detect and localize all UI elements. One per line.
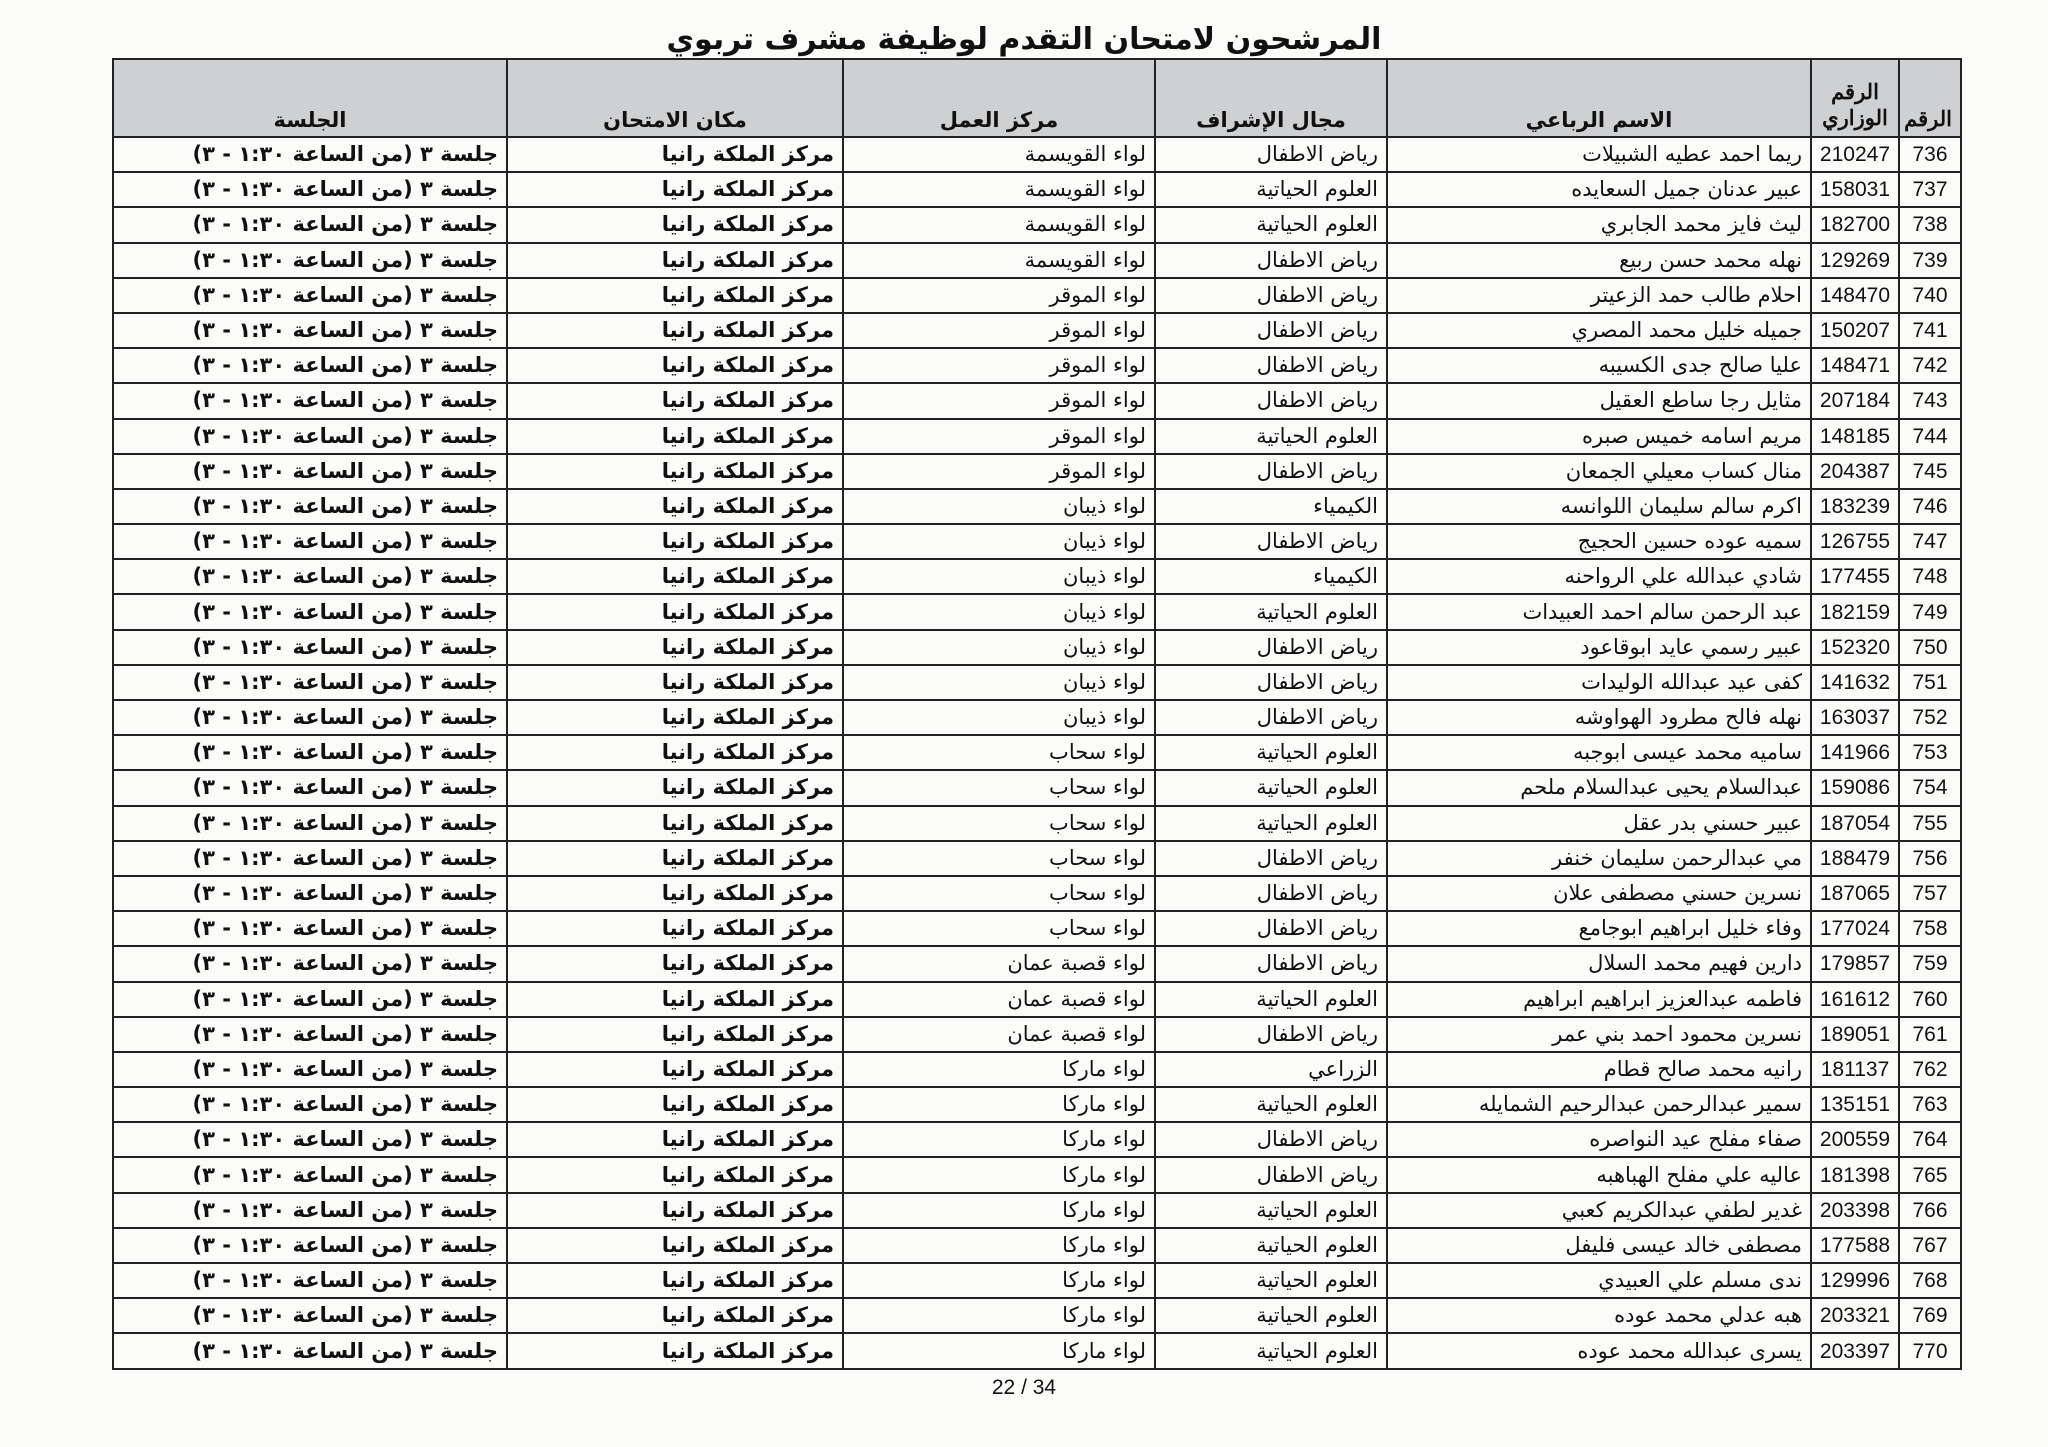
row-index: 754 [1899,770,1961,805]
row-full-name: مصطفى خالد عيسى فليفل [1387,1228,1811,1263]
row-session: جلسة ٣ (من الساعة ١:٣٠ - ٣) [113,1157,507,1192]
row-work-center: لواء ماركا [843,1193,1155,1228]
row-ministerial-id: 141966 [1811,735,1899,770]
row-index: 757 [1899,876,1961,911]
table-header-row [113,59,1961,137]
row-session: جلسة ٣ (من الساعة ١:٣٠ - ٣) [113,770,507,805]
row-ministerial-id: 148185 [1811,419,1899,454]
row-full-name: ندى مسلم علي العبيدي [1387,1263,1811,1298]
row-ministerial-id: 200559 [1811,1122,1899,1157]
row-index: 748 [1899,559,1961,594]
row-session: جلسة ٣ (من الساعة ١:٣٠ - ٣) [113,524,507,559]
row-full-name: عبد الرحمن سالم احمد العبيدات [1387,594,1811,629]
row-work-center: لواء ماركا [843,1157,1155,1192]
row-session: جلسة ٣ (من الساعة ١:٣٠ - ٣) [113,594,507,629]
row-full-name: وفاء خليل ابراهيم ابوجامع [1387,911,1811,946]
row-work-center: لواء ذيبان [843,700,1155,735]
row-full-name: سميه عوده حسين الحجيج [1387,524,1811,559]
row-ministerial-id: 177024 [1811,911,1899,946]
row-full-name: يسرى عبدالله محمد عوده [1387,1333,1811,1369]
row-session: جلسة ٣ (من الساعة ١:٣٠ - ٣) [113,1263,507,1298]
table-row [113,1193,1961,1228]
row-work-center: لواء الموقر [843,419,1155,454]
row-index: 751 [1899,665,1961,700]
row-ministerial-id: 188479 [1811,841,1899,876]
row-session: جلسة ٣ (من الساعة ١:٣٠ - ٣) [113,1193,507,1228]
row-supervision-field: رياض الاطفال [1155,876,1387,911]
row-supervision-field: رياض الاطفال [1155,524,1387,559]
row-work-center: لواء ذيبان [843,665,1155,700]
row-index: 744 [1899,419,1961,454]
row-supervision-field: العلوم الحياتية [1155,172,1387,207]
row-supervision-field: رياض الاطفال [1155,243,1387,278]
row-exam-place: مركز الملكة رانيا [507,1228,843,1263]
row-session: جلسة ٣ (من الساعة ١:٣٠ - ٣) [113,876,507,911]
row-index: 737 [1899,172,1961,207]
row-exam-place: مركز الملكة رانيا [507,911,843,946]
row-index: 747 [1899,524,1961,559]
row-full-name: مي عبدالرحمن سليمان خنفر [1387,841,1811,876]
row-ministerial-id: 210247 [1811,137,1899,172]
row-ministerial-id: 161612 [1811,982,1899,1017]
row-supervision-field: رياض الاطفال [1155,665,1387,700]
row-ministerial-id: 148470 [1811,278,1899,313]
row-session: جلسة ٣ (من الساعة ١:٣٠ - ٣) [113,454,507,489]
row-supervision-field: رياض الاطفال [1155,700,1387,735]
row-exam-place: مركز الملكة رانيا [507,946,843,981]
row-session: جلسة ٣ (من الساعة ١:٣٠ - ٣) [113,207,507,242]
row-full-name: ساميه محمد عيسى ابوجبه [1387,735,1811,770]
row-exam-place: مركز الملكة رانيا [507,207,843,242]
row-supervision-field: رياض الاطفال [1155,383,1387,418]
table-row [113,1052,1961,1087]
row-session: جلسة ٣ (من الساعة ١:٣٠ - ٣) [113,1228,507,1263]
row-exam-place: مركز الملكة رانيا [507,630,843,665]
row-work-center: لواء قصبة عمان [843,1017,1155,1052]
row-supervision-field: رياض الاطفال [1155,278,1387,313]
table-row [113,172,1961,207]
row-work-center: لواء القويسمة [843,243,1155,278]
row-supervision-field: العلوم الحياتية [1155,419,1387,454]
row-ministerial-id: 203398 [1811,1193,1899,1228]
row-supervision-field: رياض الاطفال [1155,911,1387,946]
table-row [113,876,1961,911]
row-exam-place: مركز الملكة رانيا [507,524,843,559]
row-supervision-field: رياض الاطفال [1155,1157,1387,1192]
row-exam-place: مركز الملكة رانيا [507,559,843,594]
row-work-center: لواء ذيبان [843,630,1155,665]
row-session: جلسة ٣ (من الساعة ١:٣٠ - ٣) [113,946,507,981]
row-ministerial-id: 159086 [1811,770,1899,805]
row-supervision-field: رياض الاطفال [1155,137,1387,172]
row-index: 770 [1899,1333,1961,1369]
row-work-center: لواء سحاب [843,735,1155,770]
table-row [113,1157,1961,1192]
row-work-center: لواء ذيبان [843,489,1155,524]
row-exam-place: مركز الملكة رانيا [507,1122,843,1157]
row-ministerial-id: 182700 [1811,207,1899,242]
row-work-center: لواء الموقر [843,348,1155,383]
row-exam-place: مركز الملكة رانيا [507,278,843,313]
row-index: 765 [1899,1157,1961,1192]
row-session: جلسة ٣ (من الساعة ١:٣٠ - ٣) [113,348,507,383]
row-index: 768 [1899,1263,1961,1298]
table-row [113,419,1961,454]
row-ministerial-id: 183239 [1811,489,1899,524]
row-full-name: فاطمه عبدالعزيز ابراهيم ابراهيم [1387,982,1811,1017]
header-ministerial-id: الرقم الوزاري [1811,59,1899,137]
row-supervision-field: رياض الاطفال [1155,946,1387,981]
row-full-name: عبير عدنان جميل السعايده [1387,172,1811,207]
row-index: 755 [1899,806,1961,841]
row-session: جلسة ٣ (من الساعة ١:٣٠ - ٣) [113,313,507,348]
row-exam-place: مركز الملكة رانيا [507,770,843,805]
row-ministerial-id: 141632 [1811,665,1899,700]
table-row [113,489,1961,524]
row-index: 743 [1899,383,1961,418]
row-work-center: لواء الموقر [843,278,1155,313]
row-supervision-field: العلوم الحياتية [1155,735,1387,770]
row-work-center: لواء قصبة عمان [843,982,1155,1017]
row-index: 760 [1899,982,1961,1017]
row-supervision-field: العلوم الحياتية [1155,1087,1387,1122]
row-supervision-field: العلوم الحياتية [1155,1228,1387,1263]
table-row [113,1333,1961,1369]
header-work-center: مركز العمل [843,59,1155,137]
row-session: جلسة ٣ (من الساعة ١:٣٠ - ٣) [113,489,507,524]
row-work-center: لواء ذيبان [843,559,1155,594]
header-index: الرقم [1899,59,1961,137]
table-row [113,770,1961,805]
row-exam-place: مركز الملكة رانيا [507,841,843,876]
table-row [113,700,1961,735]
row-session: جلسة ٣ (من الساعة ١:٣٠ - ٣) [113,700,507,735]
row-full-name: نهله محمد حسن ربيع [1387,243,1811,278]
row-session: جلسة ٣ (من الساعة ١:٣٠ - ٣) [113,137,507,172]
row-ministerial-id: 187054 [1811,806,1899,841]
row-ministerial-id: 126755 [1811,524,1899,559]
row-exam-place: مركز الملكة رانيا [507,243,843,278]
row-session: جلسة ٣ (من الساعة ١:٣٠ - ٣) [113,665,507,700]
row-supervision-field: العلوم الحياتية [1155,1263,1387,1298]
candidates-table [112,58,1962,1370]
row-supervision-field: الزراعي [1155,1052,1387,1087]
row-exam-place: مركز الملكة رانيا [507,419,843,454]
row-supervision-field: رياض الاطفال [1155,348,1387,383]
row-work-center: لواء ماركا [843,1087,1155,1122]
row-full-name: عليا صالح جدى الكسيبه [1387,348,1811,383]
table-row [113,982,1961,1017]
row-supervision-field: العلوم الحياتية [1155,594,1387,629]
row-ministerial-id: 129269 [1811,243,1899,278]
row-exam-place: مركز الملكة رانيا [507,1263,843,1298]
row-session: جلسة ٣ (من الساعة ١:٣٠ - ٣) [113,911,507,946]
table-row [113,630,1961,665]
row-full-name: غدير لطفي عبدالكريم كعبي [1387,1193,1811,1228]
row-exam-place: مركز الملكة رانيا [507,1298,843,1333]
row-full-name: احلام طالب حمد الزعيتر [1387,278,1811,313]
row-session: جلسة ٣ (من الساعة ١:٣٠ - ٣) [113,630,507,665]
row-supervision-field: العلوم الحياتية [1155,770,1387,805]
row-index: 742 [1899,348,1961,383]
row-full-name: مريم اسامه خميس صبره [1387,419,1811,454]
row-supervision-field: العلوم الحياتية [1155,1193,1387,1228]
row-exam-place: مركز الملكة رانيا [507,594,843,629]
row-supervision-field: رياض الاطفال [1155,1122,1387,1157]
row-work-center: لواء القويسمة [843,172,1155,207]
row-full-name: عبدالسلام يحيى عبدالسلام ملحم [1387,770,1811,805]
row-index: 745 [1899,454,1961,489]
table-row [113,454,1961,489]
row-work-center: لواء ماركا [843,1052,1155,1087]
row-ministerial-id: 181398 [1811,1157,1899,1192]
row-work-center: لواء ماركا [843,1298,1155,1333]
row-work-center: لواء ذيبان [843,524,1155,559]
row-supervision-field: العلوم الحياتية [1155,1298,1387,1333]
row-supervision-field: العلوم الحياتية [1155,207,1387,242]
row-full-name: عبير حسني بدر عقل [1387,806,1811,841]
row-index: 740 [1899,278,1961,313]
row-ministerial-id: 158031 [1811,172,1899,207]
row-exam-place: مركز الملكة رانيا [507,454,843,489]
row-ministerial-id: 152320 [1811,630,1899,665]
row-session: جلسة ٣ (من الساعة ١:٣٠ - ٣) [113,982,507,1017]
header-session: الجلسة [113,59,507,137]
row-exam-place: مركز الملكة رانيا [507,137,843,172]
row-exam-place: مركز الملكة رانيا [507,1333,843,1369]
row-work-center: لواء ذيبان [843,594,1155,629]
row-ministerial-id: 203397 [1811,1333,1899,1369]
row-index: 759 [1899,946,1961,981]
row-ministerial-id: 207184 [1811,383,1899,418]
row-work-center: لواء سحاب [843,806,1155,841]
row-exam-place: مركز الملكة رانيا [507,982,843,1017]
row-exam-place: مركز الملكة رانيا [507,383,843,418]
row-exam-place: مركز الملكة رانيا [507,313,843,348]
table-row [113,383,1961,418]
row-session: جلسة ٣ (من الساعة ١:٣٠ - ٣) [113,559,507,594]
row-ministerial-id: 129996 [1811,1263,1899,1298]
row-exam-place: مركز الملكة رانيا [507,1193,843,1228]
table-row [113,1122,1961,1157]
row-supervision-field: العلوم الحياتية [1155,806,1387,841]
row-work-center: لواء القويسمة [843,207,1155,242]
row-session: جلسة ٣ (من الساعة ١:٣٠ - ٣) [113,841,507,876]
row-supervision-field: الكيمياء [1155,559,1387,594]
row-exam-place: مركز الملكة رانيا [507,489,843,524]
header-exam-place: مكان الامتحان [507,59,843,137]
row-index: 749 [1899,594,1961,629]
row-supervision-field: رياض الاطفال [1155,1017,1387,1052]
row-work-center: لواء ماركا [843,1333,1155,1369]
row-full-name: اكرم سالم سليمان اللوانسه [1387,489,1811,524]
row-session: جلسة ٣ (من الساعة ١:٣٠ - ٣) [113,735,507,770]
row-full-name: نسرين حسني مصطفى علان [1387,876,1811,911]
row-session: جلسة ٣ (من الساعة ١:٣٠ - ٣) [113,1017,507,1052]
row-full-name: عبير رسمي عايد ابوقاعود [1387,630,1811,665]
row-full-name: ليث فايز محمد الجابري [1387,207,1811,242]
row-exam-place: مركز الملكة رانيا [507,735,843,770]
page-title: المرشحون لامتحان التقدم لوظيفة مشرف تربوي [666,22,1382,57]
row-index: 738 [1899,207,1961,242]
row-session: جلسة ٣ (من الساعة ١:٣٠ - ٣) [113,1298,507,1333]
table-row [113,348,1961,383]
row-full-name: كفى عيد عبدالله الوليدات [1387,665,1811,700]
row-session: جلسة ٣ (من الساعة ١:٣٠ - ٣) [113,1087,507,1122]
table-row [113,1263,1961,1298]
row-supervision-field: الكيمياء [1155,489,1387,524]
row-work-center: لواء الموقر [843,313,1155,348]
row-ministerial-id: 181137 [1811,1052,1899,1087]
table-row [113,946,1961,981]
row-index: 750 [1899,630,1961,665]
row-exam-place: مركز الملكة رانيا [507,1087,843,1122]
row-full-name: جميله خليل محمد المصري [1387,313,1811,348]
row-full-name: منال كساب معيلي الجمعان [1387,454,1811,489]
row-work-center: لواء سحاب [843,876,1155,911]
table-row [113,911,1961,946]
row-supervision-field: رياض الاطفال [1155,313,1387,348]
row-session: جلسة ٣ (من الساعة ١:٣٠ - ٣) [113,172,507,207]
table-row [113,313,1961,348]
row-work-center: لواء ماركا [843,1263,1155,1298]
row-exam-place: مركز الملكة رانيا [507,876,843,911]
row-full-name: شادي عبدالله علي الرواحنه [1387,559,1811,594]
row-full-name: دارين فهيم محمد السلال [1387,946,1811,981]
row-index: 767 [1899,1228,1961,1263]
row-index: 764 [1899,1122,1961,1157]
row-index: 753 [1899,735,1961,770]
row-index: 746 [1899,489,1961,524]
table-row [113,1298,1961,1333]
row-exam-place: مركز الملكة رانيا [507,1052,843,1087]
row-work-center: لواء قصبة عمان [843,946,1155,981]
row-ministerial-id: 177455 [1811,559,1899,594]
row-ministerial-id: 135151 [1811,1087,1899,1122]
row-full-name: نسرين محمود احمد بني عمر [1387,1017,1811,1052]
row-supervision-field: رياض الاطفال [1155,630,1387,665]
row-supervision-field: العلوم الحياتية [1155,982,1387,1017]
table-row [113,559,1961,594]
row-index: 736 [1899,137,1961,172]
row-session: جلسة ٣ (من الساعة ١:٣٠ - ٣) [113,383,507,418]
row-index: 739 [1899,243,1961,278]
row-work-center: لواء الموقر [843,383,1155,418]
row-index: 766 [1899,1193,1961,1228]
row-work-center: لواء سحاب [843,770,1155,805]
page-number: 22 / 34 [991,1376,1057,1399]
row-index: 761 [1899,1017,1961,1052]
row-session: جلسة ٣ (من الساعة ١:٣٠ - ٣) [113,278,507,313]
row-ministerial-id: 150207 [1811,313,1899,348]
header-supervision-field: مجال الإشراف [1155,59,1387,137]
row-session: جلسة ٣ (من الساعة ١:٣٠ - ٣) [113,1052,507,1087]
row-ministerial-id: 182159 [1811,594,1899,629]
table-row [113,243,1961,278]
table-row [113,1017,1961,1052]
row-index: 758 [1899,911,1961,946]
row-ministerial-id: 163037 [1811,700,1899,735]
row-ministerial-id: 203321 [1811,1298,1899,1333]
row-exam-place: مركز الملكة رانيا [507,806,843,841]
row-session: جلسة ٣ (من الساعة ١:٣٠ - ٣) [113,419,507,454]
table-row [113,137,1961,172]
row-full-name: نهله فالح مطرود الهواوشه [1387,700,1811,735]
table-row [113,1087,1961,1122]
row-ministerial-id: 189051 [1811,1017,1899,1052]
table-row [113,841,1961,876]
row-exam-place: مركز الملكة رانيا [507,665,843,700]
row-exam-place: مركز الملكة رانيا [507,700,843,735]
table-row [113,665,1961,700]
row-index: 762 [1899,1052,1961,1087]
row-full-name: هبه عدلي محمد عوده [1387,1298,1811,1333]
row-work-center: لواء ماركا [843,1122,1155,1157]
row-session: جلسة ٣ (من الساعة ١:٣٠ - ٣) [113,243,507,278]
table-row [113,594,1961,629]
row-work-center: لواء ماركا [843,1228,1155,1263]
row-supervision-field: رياض الاطفال [1155,454,1387,489]
table-row [113,524,1961,559]
row-exam-place: مركز الملكة رانيا [507,1157,843,1192]
row-index: 763 [1899,1087,1961,1122]
table-row [113,278,1961,313]
row-work-center: لواء سحاب [843,841,1155,876]
row-full-name: ريما احمد عطيه الشبيلات [1387,137,1811,172]
row-work-center: لواء القويسمة [843,137,1155,172]
row-index: 756 [1899,841,1961,876]
row-exam-place: مركز الملكة رانيا [507,172,843,207]
row-exam-place: مركز الملكة رانيا [507,348,843,383]
row-work-center: لواء الموقر [843,454,1155,489]
table-row [113,1228,1961,1263]
row-ministerial-id: 187065 [1811,876,1899,911]
row-ministerial-id: 148471 [1811,348,1899,383]
row-ministerial-id: 177588 [1811,1228,1899,1263]
row-index: 741 [1899,313,1961,348]
table-row [113,735,1961,770]
row-session: جلسة ٣ (من الساعة ١:٣٠ - ٣) [113,1333,507,1369]
row-index: 752 [1899,700,1961,735]
row-supervision-field: العلوم الحياتية [1155,1333,1387,1369]
row-ministerial-id: 179857 [1811,946,1899,981]
header-full-name: الاسم الرباعي [1387,59,1811,137]
row-full-name: عاليه علي مفلح الهباهبه [1387,1157,1811,1192]
row-session: جلسة ٣ (من الساعة ١:٣٠ - ٣) [113,1122,507,1157]
row-supervision-field: رياض الاطفال [1155,841,1387,876]
row-full-name: صفاء مفلح عيد النواصره [1387,1122,1811,1157]
row-work-center: لواء سحاب [843,911,1155,946]
row-ministerial-id: 204387 [1811,454,1899,489]
table-row [113,207,1961,242]
row-exam-place: مركز الملكة رانيا [507,1017,843,1052]
row-full-name: رانيه محمد صالح قطام [1387,1052,1811,1087]
row-session: جلسة ٣ (من الساعة ١:٣٠ - ٣) [113,806,507,841]
table-row [113,806,1961,841]
row-full-name: سمير عبدالرحمن عبدالرحيم الشمايله [1387,1087,1811,1122]
row-full-name: مثايل رجا ساطع العقيل [1387,383,1811,418]
row-index: 769 [1899,1298,1961,1333]
